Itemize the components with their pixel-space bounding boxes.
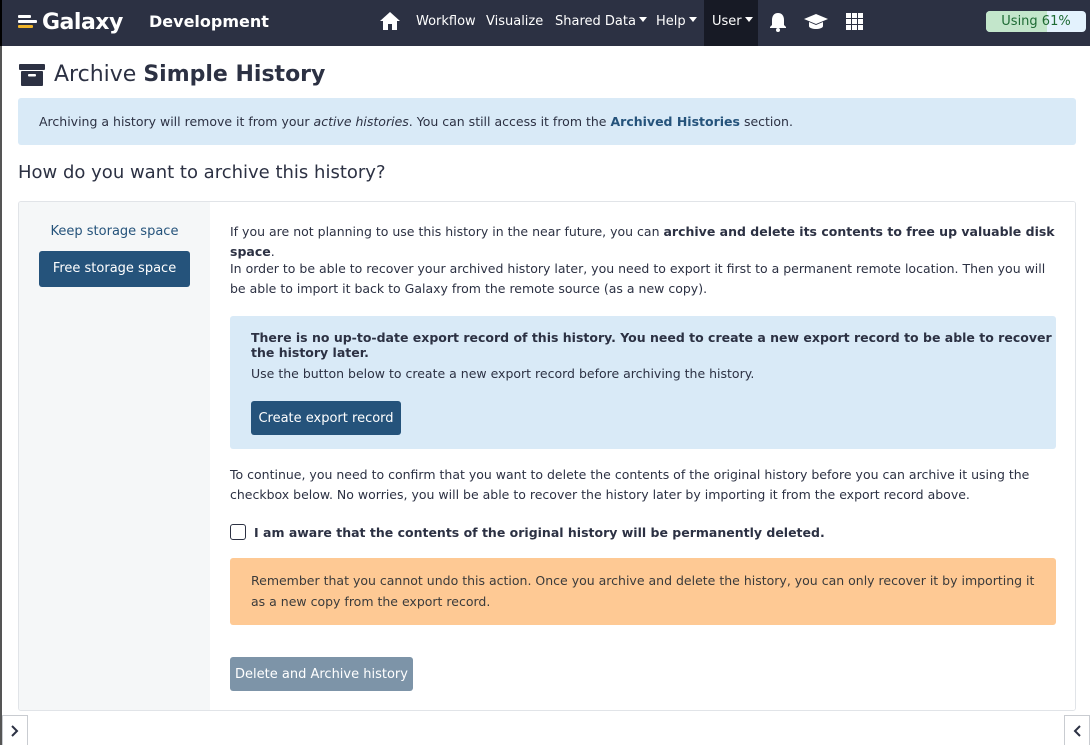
brand-link[interactable]: [18, 7, 123, 37]
brand-name: Galaxy: [42, 9, 123, 35]
nav-workflow[interactable]: Workflow: [416, 14, 476, 29]
tab-free-storage[interactable]: Free storage space: [39, 251, 190, 287]
nav-shared-data[interactable]: [555, 14, 647, 29]
export-alert-title: There is no up-to-date export record of this history. You need to create a new export record to be able to recover the history later.: [251, 330, 1052, 360]
intro-bold: archive and delete its contents to free up valuable disk space: [230, 224, 1055, 259]
export-record-alert: [230, 316, 1056, 449]
bell-icon[interactable]: [769, 12, 787, 32]
archive-box-icon: [19, 63, 45, 87]
confirm-delete-label[interactable]: I am aware that the contents of the original history will be permanently deleted.: [254, 524, 825, 540]
archived-histories-link[interactable]: Archived Histories: [610, 114, 740, 129]
intro-end: .: [270, 244, 275, 259]
nav-user-toggle[interactable]: [712, 14, 753, 29]
nav-help-label: Help: [656, 14, 686, 29]
home-icon[interactable]: [379, 11, 401, 31]
info-text-3: section.: [739, 114, 793, 129]
chevron-right-icon: [10, 725, 20, 737]
nav-help[interactable]: [656, 14, 697, 29]
nav-shared-data-label: Shared Data: [555, 14, 636, 29]
history-name: Simple History: [143, 62, 326, 87]
chevron-left-icon: [1072, 725, 1082, 737]
window-edge: [0, 46, 2, 745]
quota-meter-label: Using 61%: [1001, 14, 1071, 29]
info-emphasis: active histories: [313, 114, 409, 129]
section-heading: How do you want to archive this history?: [18, 162, 386, 183]
caret-down-icon: [745, 17, 753, 22]
page-heading: [54, 62, 325, 87]
nav-user[interactable]: [704, 0, 758, 46]
grid-icon[interactable]: [846, 13, 863, 30]
confirm-explanation: To continue, you need to confirm that you want to delete the contents of the original history before you can archive it using the checkbox below. No worries, you will be able to recover the history later by importing it from the export record above.: [230, 467, 1030, 502]
confirm-delete-checkbox[interactable]: [230, 524, 246, 540]
options-content: [210, 202, 1076, 710]
caret-down-icon: [639, 17, 647, 22]
archive-options-card: [18, 201, 1076, 711]
intro-text: If you are not planning to use this history in the near future, you can: [230, 224, 664, 239]
quota-meter[interactable]: [986, 11, 1086, 32]
nav-visualize[interactable]: Visualize: [486, 14, 544, 29]
free-space-intro: [230, 222, 1060, 262]
masthead: [0, 0, 1090, 46]
brand-subtitle: Development: [149, 12, 269, 31]
options-sidebar: [19, 202, 210, 710]
caret-down-icon: [689, 17, 697, 22]
info-text-1: Archiving a history will remove it from your: [39, 114, 314, 129]
export-explanation: In order to be able to recover your archived history later, you need to export it first to a permanent remote location. Then you will be able to import it back to Galaxy from the remote source (as a new copy).: [230, 261, 1046, 296]
export-alert-desc: Use the button below to create a new export record before archiving the history.: [251, 366, 755, 381]
confirm-delete-row[interactable]: [230, 524, 825, 540]
warning-alert: Remember that you cannot undo this action. Once you archive and delete the history, you can only recover it by importing it as a new copy from the export record.: [230, 558, 1056, 625]
tab-keep-storage[interactable]: Keep storage space: [50, 224, 179, 239]
galaxy-logo-icon: [18, 14, 38, 30]
graduation-cap-icon[interactable]: [804, 14, 828, 30]
info-text-2: . You can still access it from the: [408, 114, 611, 129]
nav-user-label: User: [712, 14, 742, 29]
expand-history-panel-button[interactable]: [1064, 715, 1090, 745]
create-export-record-button[interactable]: Create export record: [251, 401, 401, 435]
info-alert: [18, 98, 1076, 145]
delete-and-archive-button[interactable]: Delete and Archive history: [230, 657, 413, 691]
title-prefix: Archive: [54, 62, 137, 87]
page-title: [19, 62, 325, 87]
expand-tool-panel-button[interactable]: [2, 715, 28, 745]
